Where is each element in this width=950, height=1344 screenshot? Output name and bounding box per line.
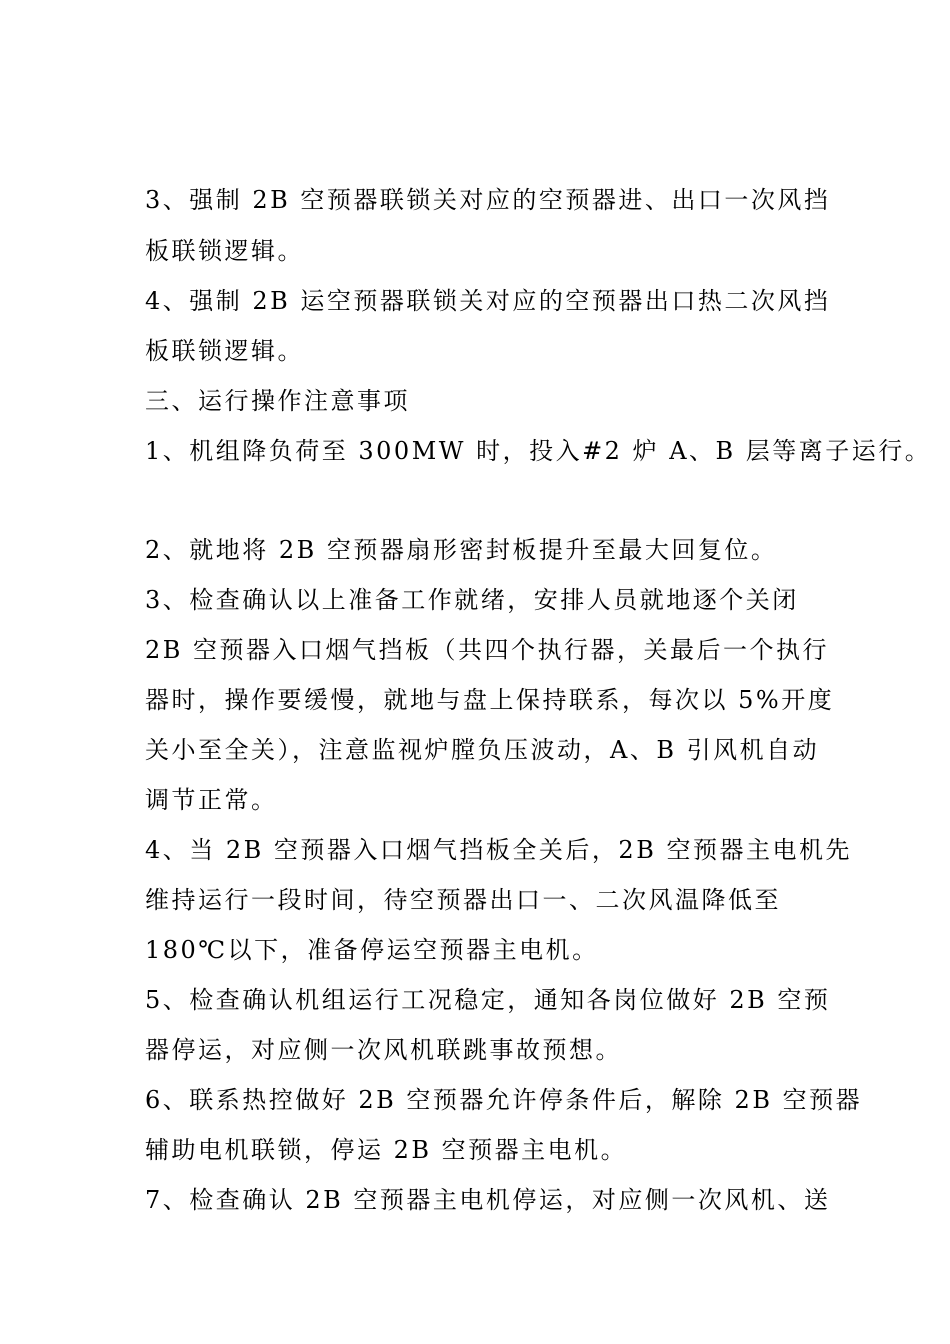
text-line-step5-part2: 器停运，对应侧一次风机联跳事故预想。: [145, 1036, 622, 1064]
text-line-step6-part2: 辅助电机联锁，停运 2B 空预器主电机。: [145, 1136, 628, 1164]
text-line-step4-part3: 180℃以下，准备停运空预器主电机。: [145, 936, 599, 964]
text-line-step1: 1、机组降负荷至 300MW 时，投入#2 炉 A、B 层等离子运行。: [145, 437, 932, 465]
text-line-step3-part3: 器时，操作要缓慢，就地与盘上保持联系，每次以 5%开度: [145, 686, 835, 714]
text-line-item3-part2: 板联锁逻辑。: [145, 237, 304, 265]
text-line-step6-part1: 6、联系热控做好 2B 空预器允许停条件后，解除 2B 空预器: [145, 1086, 863, 1114]
section-heading: 三、运行操作注意事项: [145, 387, 410, 415]
text-line-step4-part2: 维持运行一段时间，待空预器出口一、二次风温降低至: [145, 886, 781, 914]
text-line-step3-part1: 3、检查确认以上准备工作就绪，安排人员就地逐个关闭: [145, 586, 799, 614]
text-line-step4-part1: 4、当 2B 空预器入口烟气挡板全关后，2B 空预器主电机先: [145, 836, 852, 864]
text-line-item3-part1: 3、强制 2B 空预器联锁关对应的空预器进、出口一次风挡: [145, 186, 831, 214]
text-line-step3-part4: 关小至全关），注意监视炉膛负压波动，A、B 引风机自动: [145, 736, 820, 764]
text-line-step3-part2: 2B 空预器入口烟气挡板（共四个执行器，关最后一个执行: [145, 636, 830, 664]
text-line-step2: 2、就地将 2B 空预器扇形密封板提升至最大回复位。: [145, 536, 778, 564]
text-line-item4-part1: 4、强制 2B 运空预器联锁关对应的空预器出口热二次风挡: [145, 287, 831, 315]
text-line-step3-part5: 调节正常。: [145, 786, 278, 814]
text-line-item4-part2: 板联锁逻辑。: [145, 337, 304, 365]
text-line-step5-part1: 5、检查确认机组运行工况稳定，通知各岗位做好 2B 空预: [145, 986, 831, 1014]
text-line-step7-part1: 7、检查确认 2B 空预器主电机停运，对应侧一次风机、送: [145, 1186, 831, 1214]
